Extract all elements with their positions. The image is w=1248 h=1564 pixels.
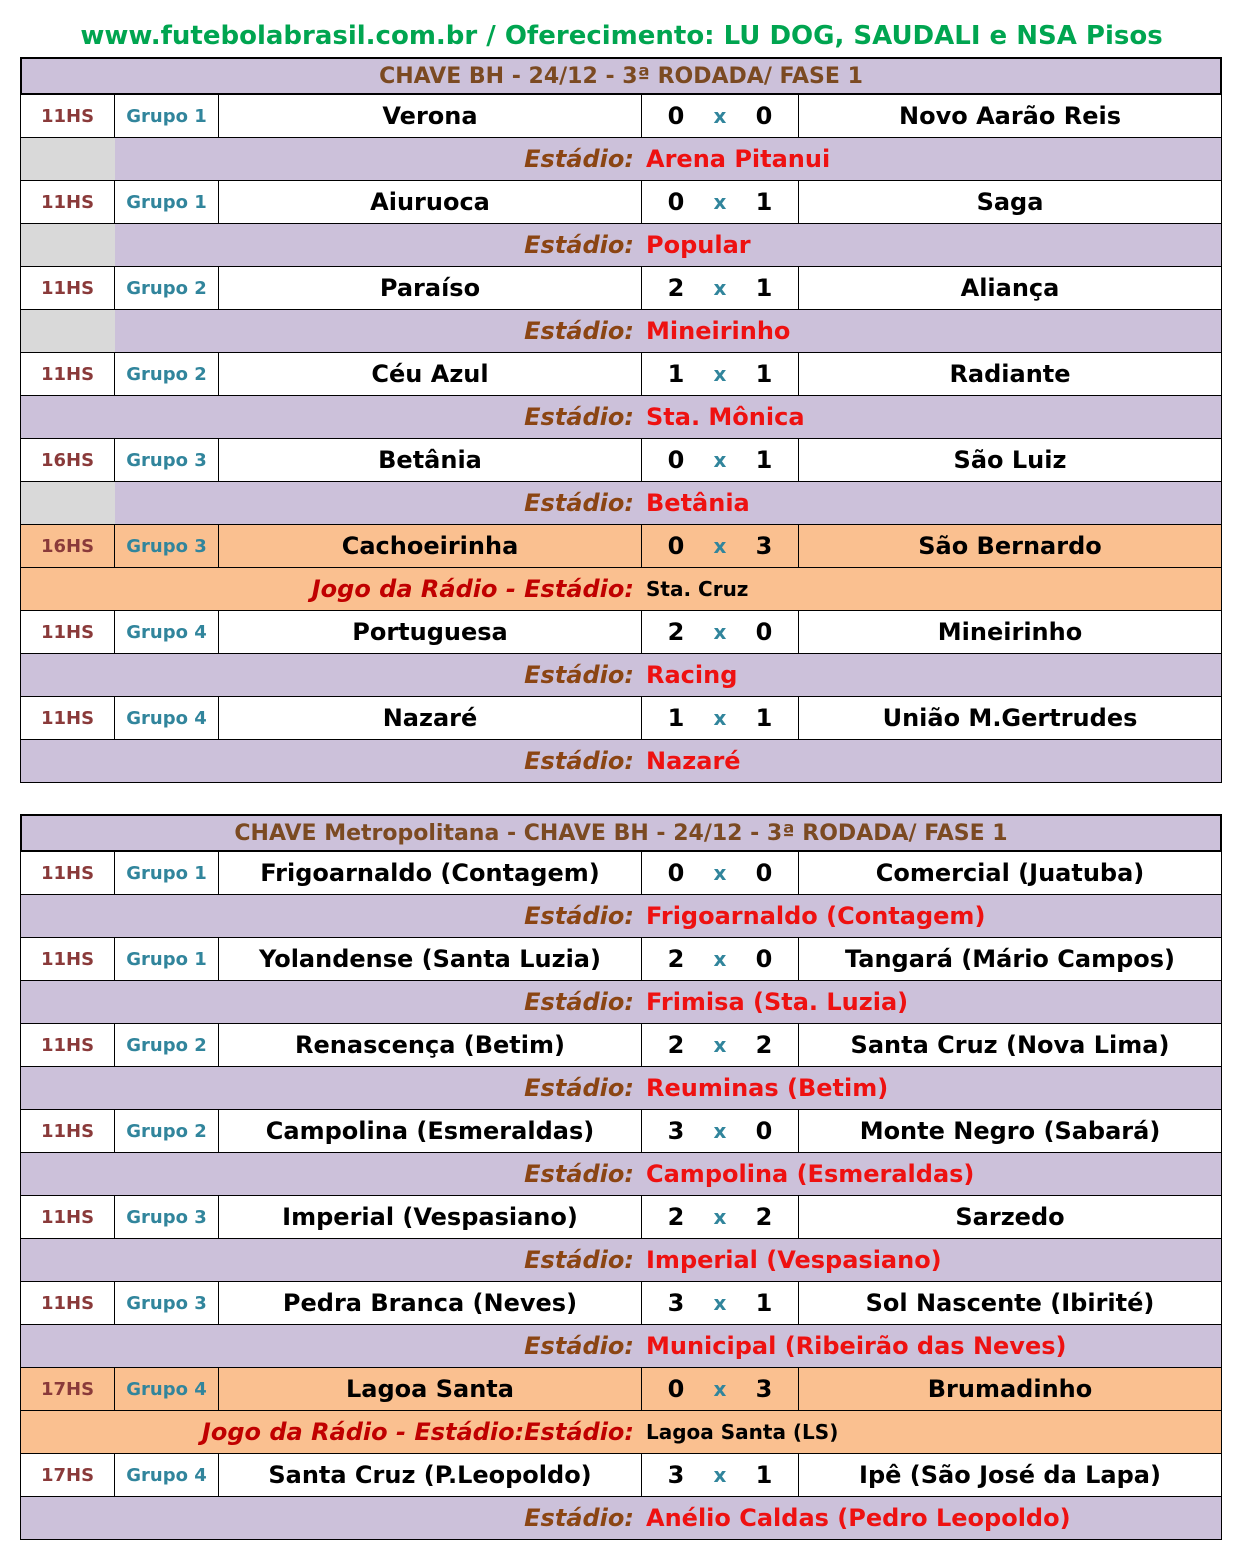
match-row <box>20 439 1222 482</box>
home-team: Imperial (Vespasiano) <box>219 1196 642 1238</box>
away-score: 1 <box>755 1461 773 1489</box>
stadium-row <box>20 482 1222 525</box>
stadium-name: Nazaré <box>646 747 741 775</box>
stadium-name: Campolina (Esmeraldas) <box>646 1160 975 1188</box>
home-score: 0 <box>667 102 685 130</box>
away-team: Sol Nascente (Ibirité) <box>865 1289 1155 1317</box>
home-score: 3 <box>667 1289 685 1317</box>
match-time: 11HS <box>21 1024 115 1066</box>
home-score: 2 <box>667 945 685 973</box>
stadium-row <box>20 740 1222 783</box>
stadium-name: Lagoa Santa (LS) <box>646 1420 839 1444</box>
home-team: Renascença (Betim) <box>219 1024 642 1066</box>
match-row <box>20 525 1222 568</box>
away-team: Monte Negro (Sabará) <box>859 1117 1161 1145</box>
match-time: 11HS <box>21 1282 115 1324</box>
score-cell <box>642 1110 799 1152</box>
score-separator: x <box>713 362 727 386</box>
away-team: Sarzedo <box>955 1203 1065 1231</box>
home-team: Pedra Branca (Neves) <box>219 1282 642 1324</box>
match-time: 11HS <box>21 1110 115 1152</box>
match-time: 11HS <box>21 852 115 894</box>
stadium-row-spacer <box>21 1067 115 1109</box>
away-team: Santa Cruz (Nova Lima) <box>850 1031 1170 1059</box>
stadium-label: Estádio: <box>524 145 634 173</box>
match-group: Grupo 1 <box>115 938 219 980</box>
match-row <box>20 1024 1222 1067</box>
away-team: Radiante <box>949 360 1071 388</box>
match-row <box>20 938 1222 981</box>
home-score: 2 <box>667 1203 685 1231</box>
stadium-label: Estádio: <box>524 988 634 1016</box>
stadium-row <box>20 224 1222 267</box>
away-team: Aliança <box>960 274 1060 302</box>
away-team: Mineirinho <box>937 618 1083 646</box>
home-score: 3 <box>667 1461 685 1489</box>
home-score: 1 <box>667 360 685 388</box>
match-time: 11HS <box>21 697 115 739</box>
stadium-row-spacer <box>21 654 115 696</box>
away-score: 1 <box>755 360 773 388</box>
score-cell <box>642 697 799 739</box>
home-team: Santa Cruz (P.Leopoldo) <box>219 1454 642 1496</box>
home-score: 0 <box>667 446 685 474</box>
stadium-name: Sta. Mônica <box>646 403 805 431</box>
away-score: 0 <box>755 859 773 887</box>
stadium-row <box>20 895 1222 938</box>
section-title: CHAVE BH - 24/12 - 3ª RODADA/ FASE 1 <box>20 57 1222 95</box>
stadium-row-spacer <box>21 396 115 438</box>
match-row <box>20 1110 1222 1153</box>
match-time: 11HS <box>21 353 115 395</box>
away-score: 2 <box>755 1203 773 1231</box>
stadium-row <box>20 310 1222 353</box>
radio-stadium-label: Jogo da Rádio - Estádio: <box>311 575 634 603</box>
stadium-row-spacer <box>21 740 115 782</box>
match-time: 11HS <box>21 1196 115 1238</box>
match-time: 11HS <box>21 611 115 653</box>
match-time: 17HS <box>21 1368 115 1410</box>
match-group: Grupo 3 <box>115 1282 219 1324</box>
stadium-label: Estádio: <box>524 1504 634 1532</box>
away-score: 1 <box>755 446 773 474</box>
home-team: Nazaré <box>219 697 642 739</box>
score-cell <box>642 1196 799 1238</box>
away-team: São Luiz <box>953 446 1067 474</box>
stadium-row-spacer <box>21 482 115 524</box>
score-cell <box>642 353 799 395</box>
sponsor-banner: www.futebolabrasil.com.br / Oferecimento: LU DOG, SAUDALI e NSA Pisos <box>80 21 1163 51</box>
away-team: Tangará (Mário Campos) <box>844 945 1175 973</box>
home-score: 1 <box>667 704 685 732</box>
home-score: 0 <box>667 859 685 887</box>
home-team: Aiuruoca <box>219 181 642 223</box>
stadium-row-spacer <box>21 310 115 352</box>
stadium-row <box>20 396 1222 439</box>
score-cell <box>642 1282 799 1324</box>
stadium-row <box>20 138 1222 181</box>
home-score: 0 <box>667 1375 685 1403</box>
match-group: Grupo 3 <box>115 1196 219 1238</box>
score-separator: x <box>713 1377 727 1401</box>
stadium-row <box>20 1411 1222 1454</box>
score-separator: x <box>713 276 727 300</box>
score-separator: x <box>713 448 727 472</box>
match-row <box>20 1454 1222 1497</box>
score-separator: x <box>713 1119 727 1143</box>
stadium-label: Estádio: <box>524 317 634 345</box>
stadium-label: Estádio: <box>524 403 634 431</box>
away-score: 1 <box>755 704 773 732</box>
stadium-label: Estádio: <box>524 1074 634 1102</box>
stadium-row-spacer <box>21 981 115 1023</box>
section-title: CHAVE Metropolitana - CHAVE BH - 24/12 - 3ª RODADA/ FASE 1 <box>20 814 1222 852</box>
away-score: 1 <box>755 274 773 302</box>
match-group: Grupo 1 <box>115 181 219 223</box>
away-score: 0 <box>755 102 773 130</box>
match-row <box>20 1196 1222 1239</box>
home-score: 2 <box>667 618 685 646</box>
away-team: Saga <box>976 188 1044 216</box>
stadium-name: Arena Pitanui <box>646 145 831 173</box>
match-group: Grupo 1 <box>115 852 219 894</box>
stadium-row-spacer <box>21 1239 115 1281</box>
stadium-label: Estádio: <box>524 747 634 775</box>
stadium-name: Frimisa (Sta. Luzia) <box>646 988 909 1016</box>
home-score: 0 <box>667 188 685 216</box>
score-cell <box>642 525 799 567</box>
home-team: Lagoa Santa <box>219 1368 642 1410</box>
match-time: 11HS <box>21 95 115 137</box>
match-row <box>20 697 1222 740</box>
home-team: Campolina (Esmeraldas) <box>219 1110 642 1152</box>
match-group: Grupo 2 <box>115 267 219 309</box>
away-score: 0 <box>755 1117 773 1145</box>
stadium-row-spacer <box>21 895 115 937</box>
stadium-row <box>20 1497 1222 1540</box>
match-group: Grupo 2 <box>115 1110 219 1152</box>
stadium-row-spacer <box>21 224 115 266</box>
stadium-name: Mineirinho <box>646 317 791 345</box>
home-team: Cachoeirinha <box>219 525 642 567</box>
match-time: 17HS <box>21 1454 115 1496</box>
score-cell <box>642 95 799 137</box>
match-group: Grupo 1 <box>115 95 219 137</box>
score-separator: x <box>713 190 727 214</box>
score-cell <box>642 439 799 481</box>
away-score: 3 <box>755 532 773 560</box>
stadium-label: Estádio: <box>524 489 634 517</box>
stadium-row-spacer <box>21 1325 115 1367</box>
match-group: Grupo 4 <box>115 1454 219 1496</box>
match-group: Grupo 2 <box>115 353 219 395</box>
away-team: Novo Aarão Reis <box>899 102 1121 130</box>
home-team: Betânia <box>219 439 642 481</box>
match-row <box>20 852 1222 895</box>
away-score: 1 <box>755 1289 773 1317</box>
away-team: Comercial (Juatuba) <box>875 859 1145 887</box>
stadium-label: Estádio: <box>524 661 634 689</box>
stadium-label: Estádio: <box>524 1160 634 1188</box>
match-row <box>20 353 1222 396</box>
radio-stadium-label: Jogo da Rádio - Estádio:Estádio: <box>201 1418 634 1446</box>
away-score: 0 <box>755 945 773 973</box>
score-cell <box>642 181 799 223</box>
score-cell <box>642 938 799 980</box>
stadium-name: Anélio Caldas (Pedro Leopoldo) <box>646 1504 1071 1532</box>
match-row <box>20 1368 1222 1411</box>
stadium-name: Municipal (Ribeirão das Neves) <box>646 1332 1067 1360</box>
stadium-row <box>20 654 1222 697</box>
match-row <box>20 1282 1222 1325</box>
match-group: Grupo 4 <box>115 697 219 739</box>
stadium-row <box>20 981 1222 1024</box>
stadium-name: Frigoarnaldo (Contagem) <box>646 902 986 930</box>
score-separator: x <box>713 1463 727 1487</box>
home-score: 0 <box>667 532 685 560</box>
match-group: Grupo 4 <box>115 611 219 653</box>
match-time: 11HS <box>21 181 115 223</box>
schedule-table-bh <box>20 57 1222 783</box>
stadium-label: Estádio: <box>524 902 634 930</box>
stadium-row <box>20 1153 1222 1196</box>
match-row <box>20 611 1222 654</box>
home-team: Frigoarnaldo (Contagem) <box>219 852 642 894</box>
stadium-name: Popular <box>646 231 751 259</box>
match-group: Grupo 2 <box>115 1024 219 1066</box>
score-separator: x <box>713 620 727 644</box>
stadium-row-spacer <box>21 1497 115 1539</box>
stadium-row <box>20 1325 1222 1368</box>
match-time: 16HS <box>21 525 115 567</box>
stadium-row-spacer <box>21 138 115 180</box>
score-separator: x <box>713 947 727 971</box>
match-time: 16HS <box>21 439 115 481</box>
away-score: 1 <box>755 188 773 216</box>
score-separator: x <box>713 1033 727 1057</box>
away-score: 2 <box>755 1031 773 1059</box>
stadium-row <box>20 1239 1222 1282</box>
score-separator: x <box>713 1205 727 1229</box>
home-team: Céu Azul <box>219 353 642 395</box>
score-separator: x <box>713 706 727 730</box>
score-cell <box>642 1024 799 1066</box>
home-team: Yolandense (Santa Luzia) <box>219 938 642 980</box>
stadium-label: Estádio: <box>524 1246 634 1274</box>
home-score: 2 <box>667 1031 685 1059</box>
stadium-name: Reuminas (Betim) <box>646 1074 889 1102</box>
score-separator: x <box>713 861 727 885</box>
stadium-label: Estádio: <box>524 231 634 259</box>
stadium-name: Betânia <box>646 489 750 517</box>
score-separator: x <box>713 104 727 128</box>
away-score: 0 <box>755 618 773 646</box>
away-team: Brumadinho <box>799 1368 1221 1410</box>
away-team: São Bernardo <box>799 525 1221 567</box>
score-cell <box>642 1454 799 1496</box>
score-cell <box>642 611 799 653</box>
stadium-row <box>20 568 1222 611</box>
away-team: União M.Gertrudes <box>882 704 1138 732</box>
stadium-name: Sta. Cruz <box>646 577 749 601</box>
match-row <box>20 95 1222 138</box>
stadium-name: Imperial (Vespasiano) <box>646 1246 942 1274</box>
away-team: Ipê (São José da Lapa) <box>859 1461 1161 1489</box>
stadium-label: Estádio: <box>524 1332 634 1360</box>
stadium-row <box>20 1067 1222 1110</box>
home-team: Portuguesa <box>219 611 642 653</box>
schedule-table-metropolitana <box>20 814 1222 1540</box>
match-row <box>20 181 1222 224</box>
match-row <box>20 267 1222 310</box>
score-separator: x <box>713 534 727 558</box>
score-cell <box>642 852 799 894</box>
home-score: 2 <box>667 274 685 302</box>
stadium-row-spacer <box>21 1153 115 1195</box>
score-cell <box>642 1368 799 1410</box>
match-group: Grupo 3 <box>115 525 219 567</box>
match-group: Grupo 4 <box>115 1368 219 1410</box>
match-time: 11HS <box>21 267 115 309</box>
home-team: Verona <box>219 95 642 137</box>
match-group: Grupo 3 <box>115 439 219 481</box>
score-separator: x <box>713 1291 727 1315</box>
stadium-name: Racing <box>646 661 738 689</box>
score-cell <box>642 267 799 309</box>
home-team: Paraíso <box>219 267 642 309</box>
match-time: 11HS <box>21 938 115 980</box>
home-score: 3 <box>667 1117 685 1145</box>
away-score: 3 <box>755 1375 773 1403</box>
